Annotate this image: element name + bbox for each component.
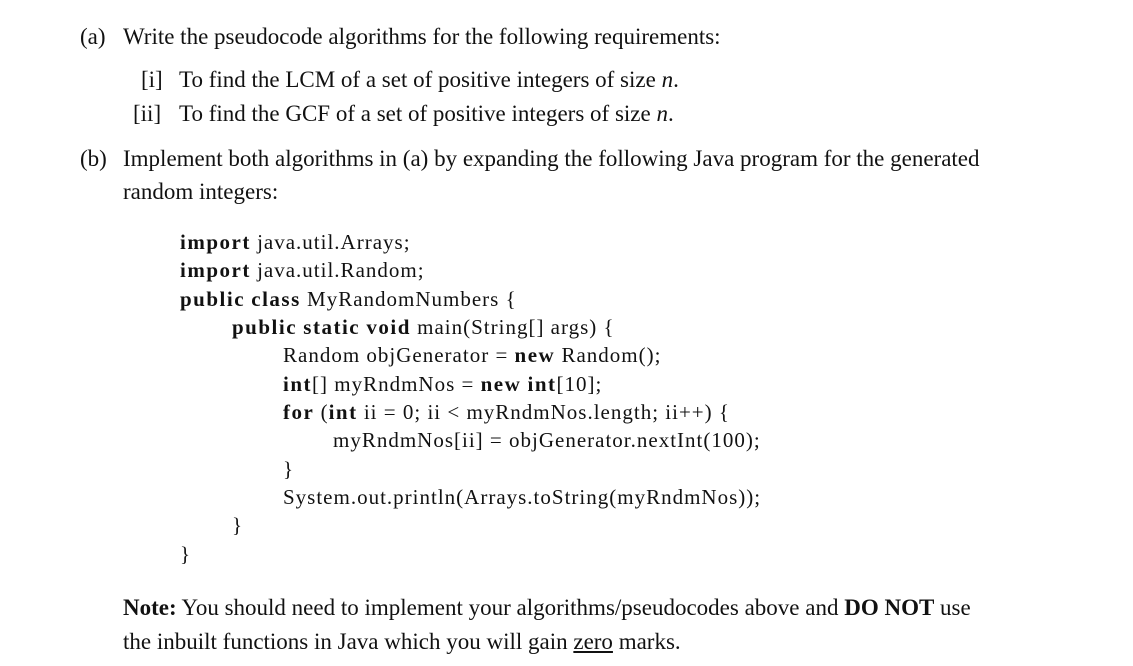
code-line-12: } (180, 542, 192, 566)
code-line-6: int[] myRndmNos = new int[10]; (283, 372, 603, 396)
note-line-1: Note: You should need to implement your algorithms/pseudocodes above and DO NOT use (123, 595, 971, 620)
part-b-line2: random integers: (123, 179, 279, 204)
var-n: n (656, 101, 668, 126)
code-line-3: public class MyRandomNumbers { (180, 287, 517, 311)
note-label: Note: (123, 595, 177, 620)
item-i-text: To find the LCM of a set of positive integers of size n. (179, 67, 679, 92)
code-line-8: myRndmNos[ii] = objGenerator.nextInt(100); (333, 428, 761, 452)
part-b-label: (b) (80, 146, 107, 171)
part-b-line1: Implement both algorithms in (a) by expanding the following Java program for the generated (123, 146, 980, 171)
item-i-label: [i] (141, 67, 163, 92)
item-ii-label: [ii] (133, 101, 162, 126)
note-emphasis: DO NOT (844, 595, 935, 620)
code-line-1: import java.util.Arrays; (180, 230, 411, 254)
code-line-2: import java.util.Random; (180, 258, 425, 282)
code-line-9: } (283, 457, 295, 481)
part-a-label: (a) (80, 24, 106, 49)
part-a-text: Write the pseudocode algorithms for the following requirements: (123, 24, 721, 49)
note-line-2: the inbuilt functions in Java which you will gain zero marks. (123, 629, 681, 654)
note-underline: zero (573, 629, 613, 654)
item-ii-text: To find the GCF of a set of positive integers of size n. (179, 101, 674, 126)
code-line-11: } (232, 513, 244, 537)
code-line-5: Random objGenerator = new Random(); (283, 343, 662, 367)
code-line-7: for (int ii = 0; ii < myRndmNos.length; ii++) { (283, 400, 730, 424)
var-n: n (661, 67, 674, 92)
code-line-4: public static void main(String[] args) { (232, 315, 615, 339)
code-line-10: System.out.println(Arrays.toString(myRndmNos)); (283, 485, 762, 509)
